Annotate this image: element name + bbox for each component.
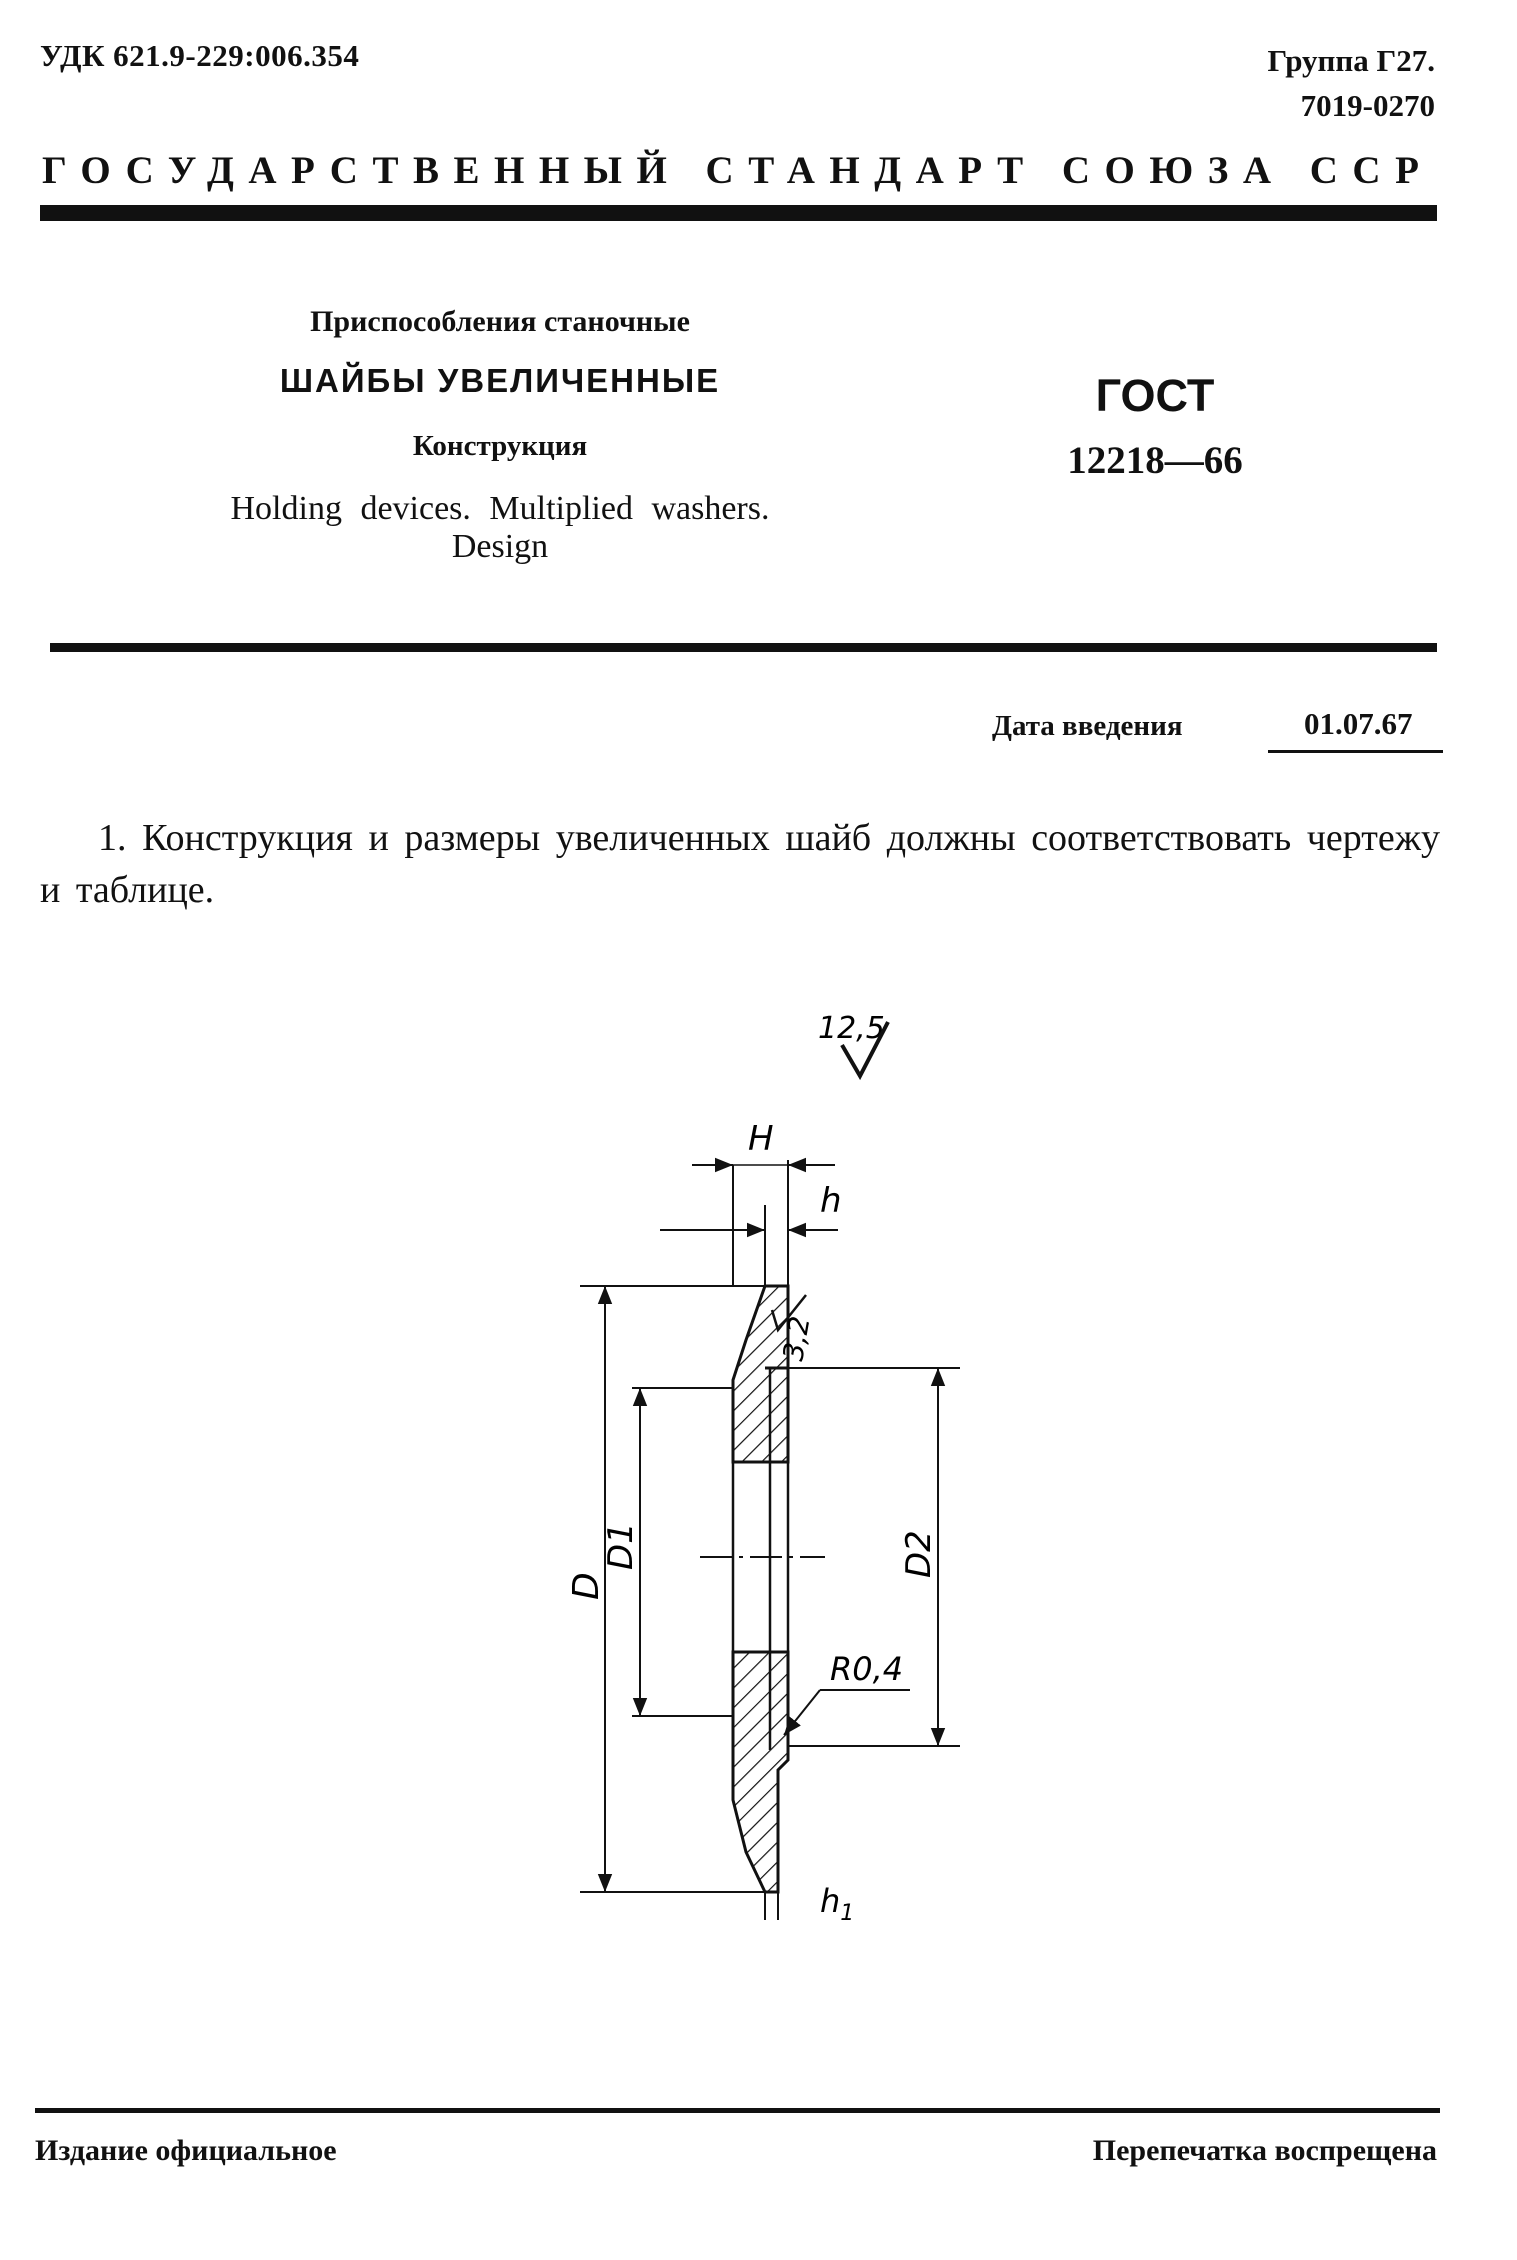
group-label: Группа Г27.	[1267, 43, 1435, 78]
washer-drawing	[520, 990, 1000, 1920]
dimension-h	[660, 1181, 842, 1286]
document-subtitle: Конструкция	[412, 430, 588, 462]
roughness-general-symbol	[818, 1011, 888, 1076]
title-rule	[50, 643, 1437, 652]
paragraph-1: 1. Конструкция и размеры увеличенных шайб должны соответствовать чертежу и таблице.	[40, 817, 1440, 911]
washer-section-lower	[733, 1652, 788, 1892]
footer-official-edition: Издание официальное	[35, 2134, 337, 2167]
roughness-chamfer-value: 3,2	[776, 1313, 817, 1364]
state-standard-heading: ГОСУДАРСТВЕННЫЙ СТАНДАРТ СОЮЗА ССР	[42, 149, 1434, 192]
washer-section-upper	[733, 1286, 788, 1462]
dimension-D1	[601, 1388, 733, 1716]
dimension-h1-label: $h_1$	[820, 1882, 855, 1920]
gost-label: ГОСТ	[1095, 370, 1215, 421]
classification-code: 7019-0270	[1300, 88, 1435, 123]
dimension-H-label: H	[748, 1119, 774, 1159]
radius-label: R0,4	[830, 1650, 904, 1688]
dimension-h-label: h	[820, 1181, 842, 1221]
header-rule	[40, 205, 1437, 221]
english-title-line1: Holding devices. Multiplied washers.	[230, 490, 770, 527]
document-category: Приспособления станочные	[310, 305, 690, 338]
date-value: 01.07.67	[1268, 706, 1443, 753]
footer-reprint-notice: Перепечатка воспрещена	[1092, 2134, 1437, 2167]
english-title	[170, 490, 830, 566]
dimension-D2-label: D2	[899, 1530, 939, 1578]
roughness-general-value: 12,5	[818, 1011, 885, 1046]
radius-callout	[784, 1650, 910, 1735]
gost-number: 12218—66	[1067, 439, 1243, 482]
date-label: Дата введения	[992, 710, 1183, 742]
english-title-line2: Design	[451, 528, 549, 565]
document-title: ШАЙБЫ УВЕЛИЧЕННЫЕ	[279, 362, 721, 399]
dimension-D-label: D	[566, 1572, 607, 1600]
group-code	[1267, 38, 1435, 128]
udk-code: УДК 621.9-229:006.354	[40, 38, 360, 73]
dimension-H	[692, 1119, 835, 1286]
dimension-D1-label: D1	[601, 1522, 641, 1570]
footer-rule	[35, 2108, 1440, 2113]
